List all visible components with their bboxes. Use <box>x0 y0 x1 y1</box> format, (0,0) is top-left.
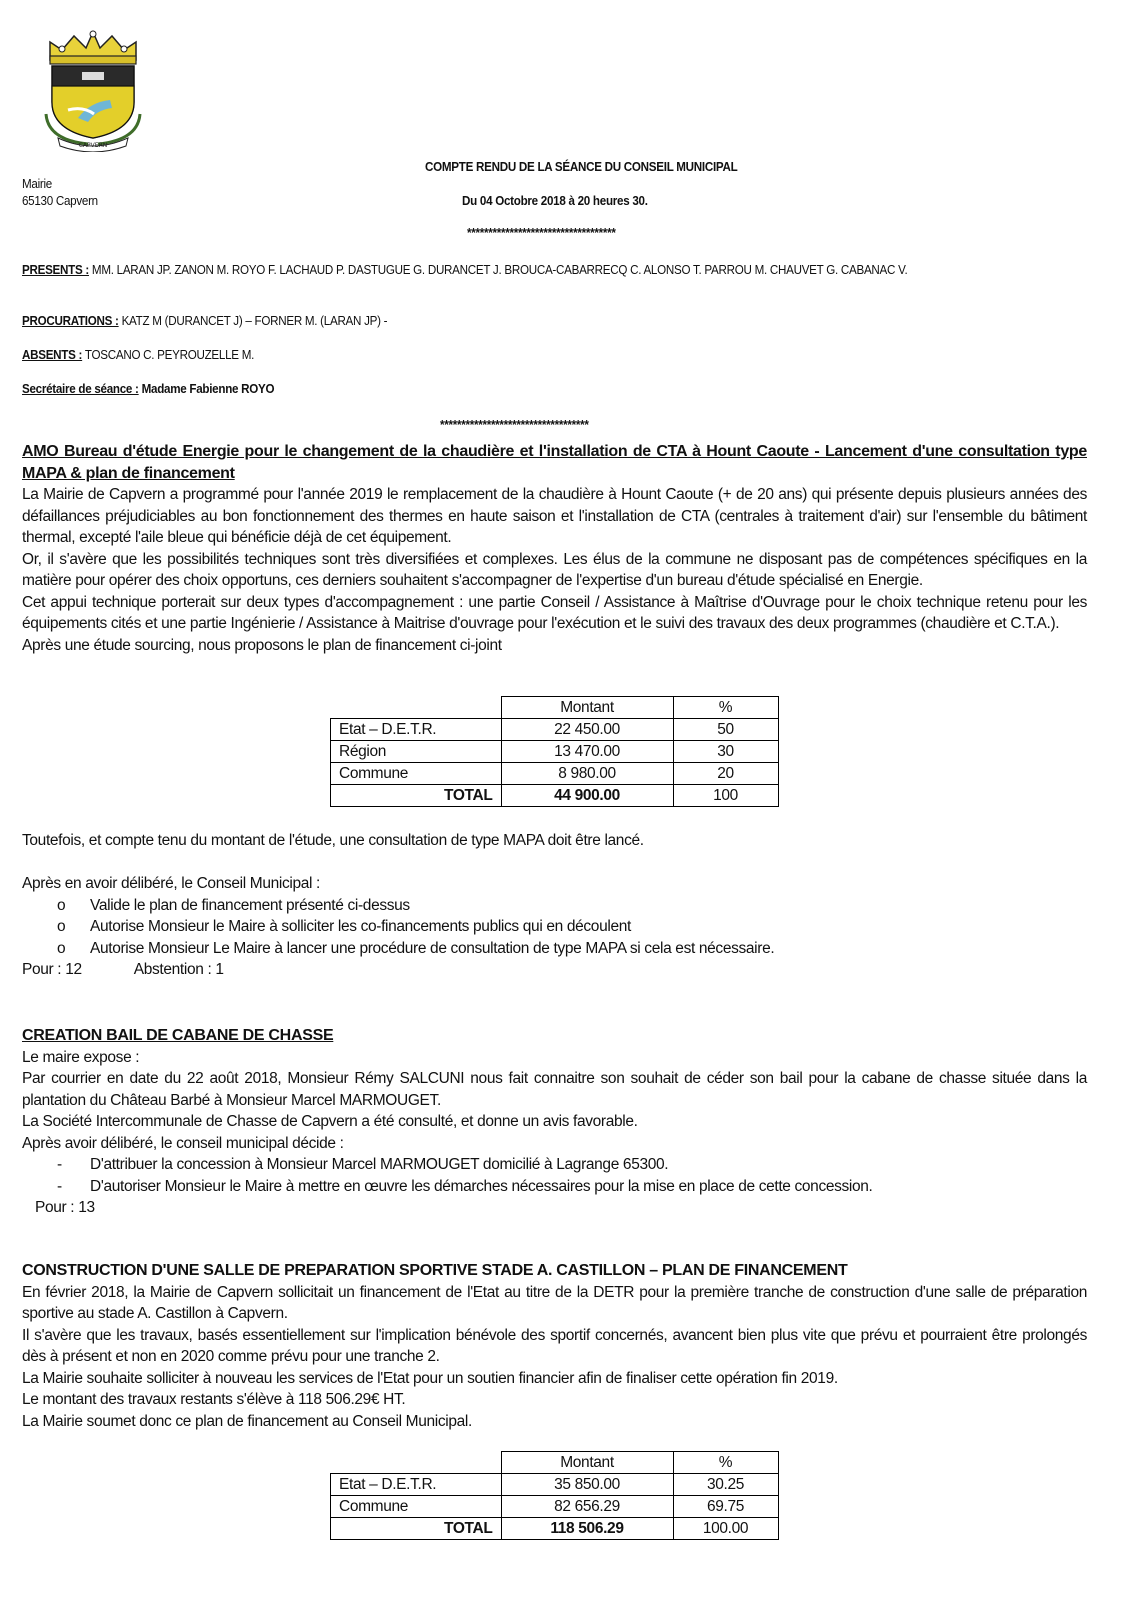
row-amount: 8 980.00 <box>501 763 673 785</box>
section2-paragraph: Par courrier en date du 22 août 2018, Monsieur Rémy SALCUNI nous fait connaitre son souhait de céder son bail pour la cabane de chasse située dans la plantation du Château Barbé à Monsieur Marcel MARMOUGET. <box>22 1070 1087 1109</box>
row-percent: 69.75 <box>673 1496 778 1518</box>
financing-table-1 <box>330 696 779 807</box>
document-title: COMPTE RENDU DE LA SÉANCE DU CONSEIL MUNICIPAL <box>425 160 738 174</box>
row-label: Commune <box>331 763 502 785</box>
total-amount: 44 900.00 <box>501 785 673 807</box>
bullet-icon: - <box>57 1156 62 1173</box>
section-amo-energy <box>22 441 1087 656</box>
table-row <box>331 741 779 763</box>
table-header-row <box>331 697 779 719</box>
secretary-label: Secrétaire de séance : <box>22 382 139 396</box>
section3-paragraph: Il s'avère que les travaux, basés essentiellement sur l'implication bénévole des sportif concernés, avancent bien plus vite que prévu et pourraient être prolongés dès à présent et non en 2020 comme prévu pour une tranche 2. <box>22 1326 1087 1365</box>
bullet-icon: o <box>57 896 66 914</box>
list-item: - D'autoriser Monsieur le Maire à mettre en œuvre les démarches nécessaires pour la mise en place de cette concession. <box>22 1176 1087 1198</box>
list-item: - D'attribuer la concession à Monsieur Marcel MARMOUGET domicilié à Lagrange 65300. <box>22 1154 1087 1176</box>
section1-paragraph: Après une étude sourcing, nous proposons le plan de financement ci-joint <box>22 636 502 654</box>
section1-decision <box>22 830 1087 981</box>
financing-table-2 <box>330 1451 779 1540</box>
vote-result <box>22 959 1087 981</box>
section3-paragraph: En février 2018, la Mairie de Capvern sollicitait un financement de l'Etat au titre de la DETR pour la première tranche de construction d'une salle de préparation sportive au stade A. Castillon à Capvern. <box>22 1283 1087 1322</box>
total-label: TOTAL <box>331 785 502 807</box>
section1-title: AMO Bureau d'étude Energie pour le changement de la chaudière et l'installation de CTA à Hount Caoute - Lancement d'une consultation type MAPA & plan de financement <box>22 443 1087 482</box>
total-amount: 118 506.29 <box>501 1518 673 1540</box>
row-amount: 82 656.29 <box>501 1496 673 1518</box>
presents-text: MM. LARAN JP. ZANON M. ROYO F. LACHAUD P. DASTUGUE G. DURANCET J. BROUCA-CABARRECQ C. ALONSO T. PARROU M. CHAUVET G. CABANAC V. <box>88 263 908 277</box>
table-row <box>331 719 779 741</box>
row-amount: 22 450.00 <box>501 719 673 741</box>
row-label: Etat – D.E.T.R. <box>331 719 502 741</box>
section3-paragraph: Le montant des travaux restants s'élève à 118 506.29€ HT. <box>22 1391 406 1408</box>
section-hunting-lease <box>22 1025 1087 1219</box>
section3-title: CONSTRUCTION D'UNE SALLE DE PREPARATION SPORTIVE STADE A. CASTILLON – PLAN DE FINANCEMENT <box>22 1262 848 1279</box>
list-item: o Autorise Monsieur le Maire à solliciter les co-financements publics qui en découlent <box>22 916 1087 938</box>
section3-paragraph: La Mairie soumet donc ce plan de financement au Conseil Municipal. <box>22 1412 472 1430</box>
absents-line <box>22 348 254 362</box>
total-percent: 100.00 <box>673 1518 778 1540</box>
svg-text:CAPVERN: CAPVERN <box>78 142 108 149</box>
section1-paragraph: La Mairie de Capvern a programmé pour l'année 2019 le remplacement de la chaudière à Hount Caoute (+ de 20 ans) qui présente depuis plusieurs années des défaillances préjudiciables au bon fonctionnement des thermes en haute saison et l'installation de CTA (centrales à traitement d'air) sur l'ensemble du bâtiment thermal, excepté l'aile bleue qui bénéficie déjà de cet équipement. <box>22 486 1087 546</box>
section2-paragraph: Après avoir délibéré, le conseil municipal décide : <box>22 1134 344 1152</box>
section2-title: CREATION BAIL DE CABANE DE CHASSE <box>22 1027 334 1044</box>
section1-paragraph: Cet appui technique porterait sur deux types d'accompagnement : une partie Conseil / Assistance à Maîtrise d'Ouvrage pour le choix technique retenu pour les équipements cités et une partie Ingénierie / Assistance à Maitrise d'ouvrage pour l'exécution et le suivi des travaux des deux programmes (chaudière et C.T.A.). <box>22 593 1087 632</box>
decision-list <box>22 1154 1087 1197</box>
row-label: Région <box>331 741 502 763</box>
table-row <box>331 763 779 785</box>
vote-for: Pour : 12 <box>22 961 82 978</box>
list-item: o Autorise Monsieur Le Maire à lancer une procédure de consultation de type MAPA si cela est nécessaire. <box>22 938 1087 960</box>
row-percent: 30 <box>673 741 778 763</box>
total-label: TOTAL <box>331 1518 502 1540</box>
presents-label: PRESENTS : <box>22 263 89 277</box>
procurations-line <box>22 314 387 328</box>
section1-paragraph: Or, il s'avère que les possibilités techniques sont très diversifiées et complexes. Les élus de la commune ne disposant pas de compétences spécifiques en la matière pour opérer des choix opportuns, ces derniers souhaitent s'accompagner de l'expertise d'un bureau d'étude spécialisé en Energie. <box>22 550 1087 589</box>
secretary-text: Madame Fabienne ROYO <box>138 382 275 396</box>
vote-abstention: Abstention : 1 <box>133 961 224 978</box>
absents-label: ABSENTS : <box>22 348 83 362</box>
table-row <box>331 1474 779 1496</box>
procurations-text: KATZ M (DURANCET J) – FORNER M. (LARAN JP) - <box>118 314 388 328</box>
section-sports-hall <box>22 1260 1087 1432</box>
vote-for: Pour : 13 <box>35 1199 95 1216</box>
org-address: 65130 Capvern <box>22 194 98 208</box>
row-amount: 35 850.00 <box>501 1474 673 1496</box>
section1-paragraph: Après en avoir délibéré, le Conseil Municipal : <box>22 875 321 892</box>
table-row <box>331 1496 779 1518</box>
presents-line <box>22 263 907 277</box>
column-header-percent: % <box>673 697 778 719</box>
section1-paragraph: Toutefois, et compte tenu du montant de l'étude, une consultation de type MAPA doit être lancé. <box>22 832 644 849</box>
row-label: Commune <box>331 1496 502 1518</box>
secretary-line <box>22 382 274 396</box>
bullet-icon: o <box>57 918 66 935</box>
separator-stars-1: *********************************** <box>467 226 616 240</box>
bullet-icon: o <box>57 939 66 957</box>
row-amount: 13 470.00 <box>501 741 673 763</box>
table-total-row <box>331 1518 779 1540</box>
section2-paragraph: Le maire expose : <box>22 1048 140 1066</box>
column-header-amount: Montant <box>501 697 673 719</box>
bullet-icon: - <box>57 1177 62 1195</box>
section3-paragraph: La Mairie souhaite solliciter à nouveau les services de l'Etat pour un soutien financier afin de finaliser cette opération fin 2019. <box>22 1369 838 1387</box>
separator-stars-2: *********************************** <box>440 418 589 432</box>
total-percent: 100 <box>673 785 778 807</box>
coat-of-arms-logo <box>28 22 158 152</box>
column-header-percent: % <box>673 1452 778 1474</box>
section2-paragraph: La Société Intercommunale de Chasse de Capvern a été consulté, et donne un avis favorable. <box>22 1113 638 1130</box>
row-label: Etat – D.E.T.R. <box>331 1474 502 1496</box>
absents-text: TOSCANO C. PEYROUZELLE M. <box>82 348 255 362</box>
list-item: o Valide le plan de financement présenté ci-dessus <box>22 895 1087 917</box>
table-header-row <box>331 1452 779 1474</box>
row-percent: 20 <box>673 763 778 785</box>
table-total-row <box>331 785 779 807</box>
meeting-date: Du 04 Octobre 2018 à 20 heures 30. <box>462 194 648 208</box>
row-percent: 30.25 <box>673 1474 778 1496</box>
column-header-amount: Montant <box>501 1452 673 1474</box>
row-percent: 50 <box>673 719 778 741</box>
org-name: Mairie <box>22 177 52 191</box>
decision-list <box>22 895 1087 960</box>
procurations-label: PROCURATIONS : <box>22 314 119 328</box>
